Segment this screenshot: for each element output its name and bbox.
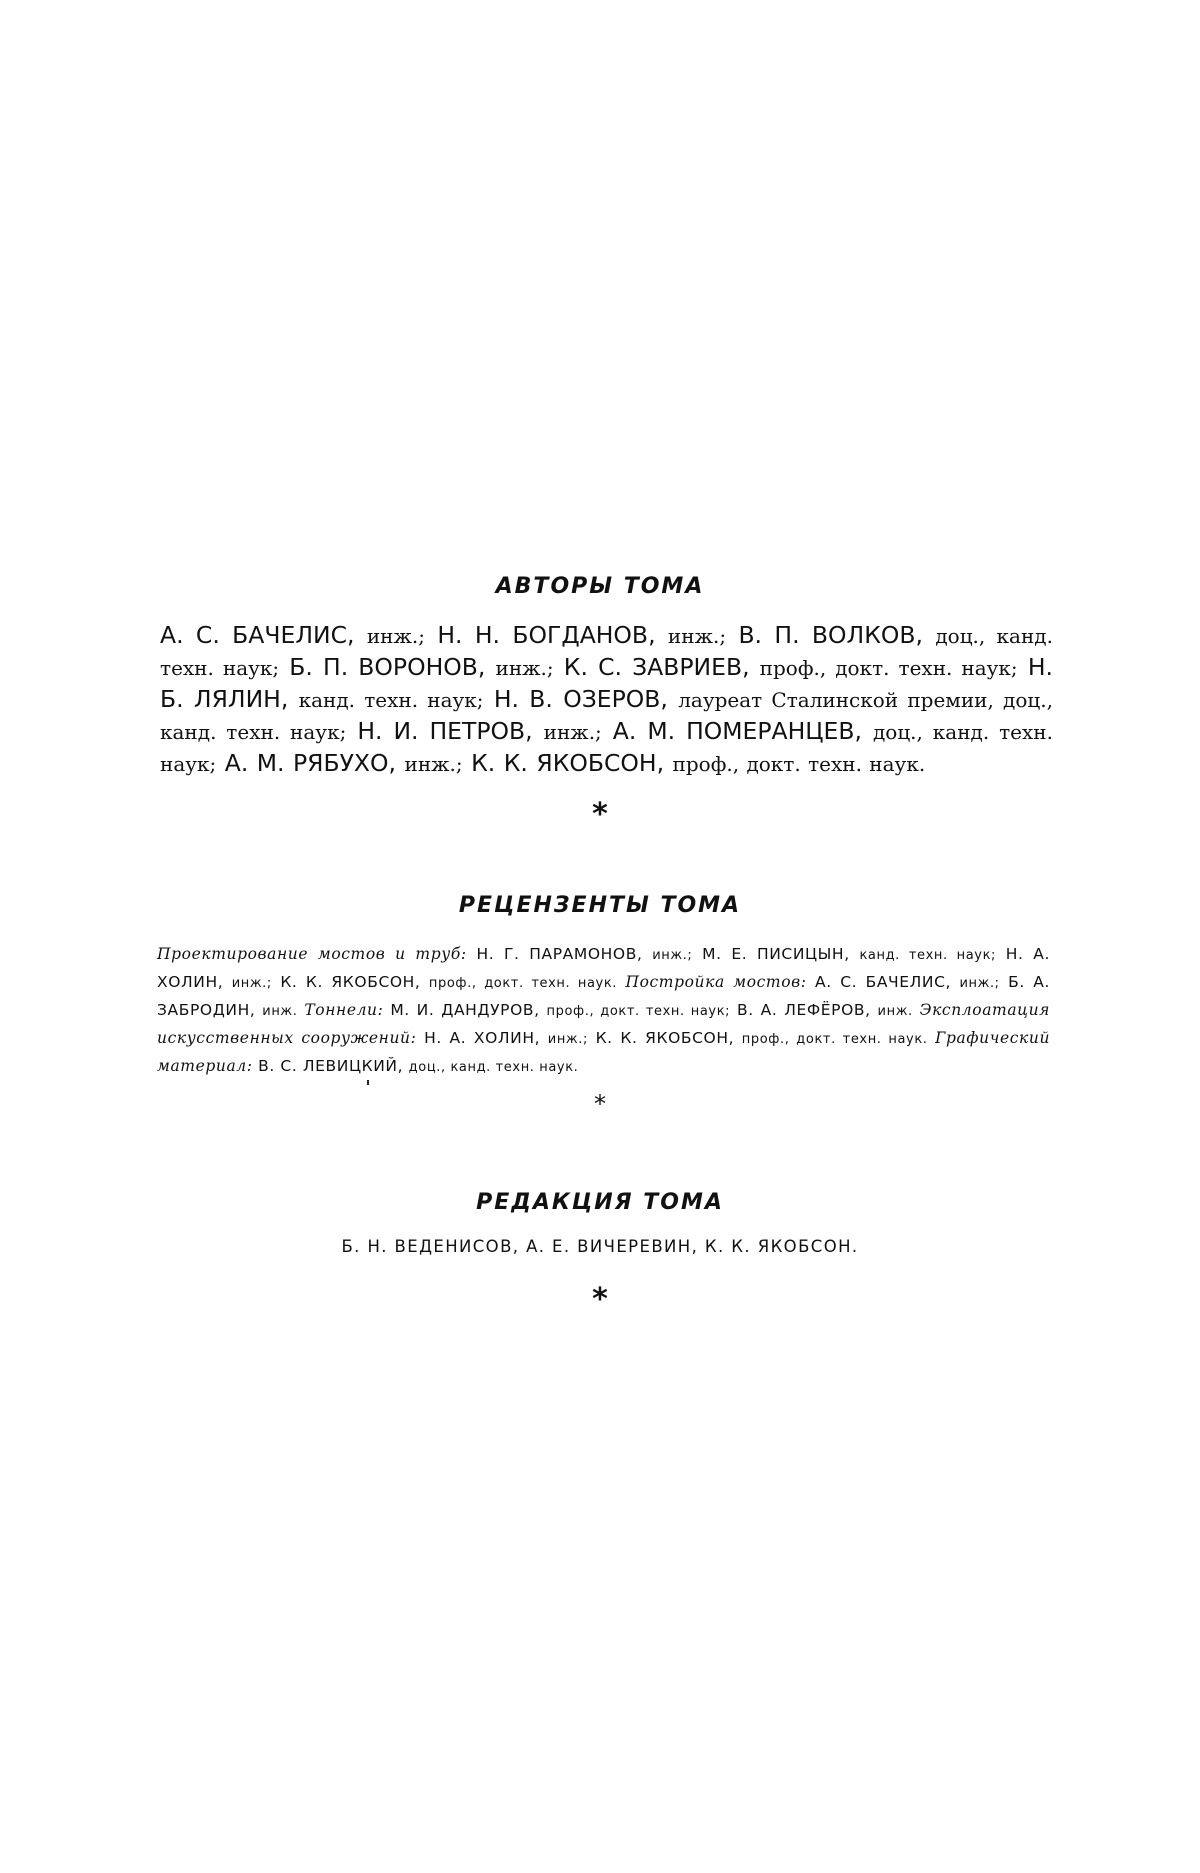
reviewer-name: М. И. ДАНДУРОВ [390,1001,535,1019]
reviewer-title: инж.; [959,976,1000,991]
author-title: инж.; [404,752,463,776]
reviewer-title: инж.; [547,1032,588,1047]
reviewers-list: Проектирование мостов и труб: Н. Г. ПАРАМОНОВ, инж.; М. Е. ПИСИЦЫН, канд. техн. наук; Н. А. ХОЛИН, инж.; К. К. ЯКОБСОН, проф., докт. техн. наук. Постройка мостов: А. С. БАЧЕЛИС, инж.; Б. А. ЗАБРОДИН, инж. Тоннели: М. И. ДАНДУРОВ, проф., докт. техн. наук; В. А. ЛЕФЁРОВ, инж. Эксплоатация искусственных сооружений: Н. А. ХОЛИН, инж.; К. К. ЯКОБСОН, проф., докт. техн. наук. Графический материал: В. С. ЛЕВИЦКИЙ, доц., канд. техн. наук. [157,945,1051,1075]
author-title: проф., докт. техн. наук; [759,656,1018,680]
reviewer-title: доц., канд. техн. наук. [408,1060,579,1075]
author-title: инж.; [495,656,554,680]
author-name: Б. П. ВОРОНОВ [289,653,478,681]
reviewers-heading: РЕЦЕНЗЕНТЫ ТОМА [458,893,742,918]
author-name: Н. И. ПЕТРОВ [357,717,526,745]
reviewer-title: проф., докт. техн. наук. [428,976,618,991]
author-title: инж.; [543,720,602,744]
reviewer-name: Б. А. ЗАБРОДИН [157,973,1051,1019]
reviewer-title: инж.; [231,976,272,991]
reviewer-name: М. Е. ПИСИЦЫН [702,945,845,963]
reviewer-name: А. С. БАЧЕЛИС [815,973,946,991]
author-title: доц., канд. техн. наук; [160,720,1053,776]
section-separator: * [592,797,608,832]
author-name: К. С. ЗАВРИЕВ [563,653,743,681]
reviewer-name: Н. А. ХОЛИН [424,1029,535,1047]
reviewer-name: К. К. ЯКОБСОН [280,973,415,991]
author-name: В. П. ВОЛКОВ [738,621,916,649]
reviewer-title: проф., докт. техн. наук. [741,1032,928,1047]
reviewer-title: инж.; [652,948,693,963]
editors-heading: РЕДАКЦИЯ ТОМА [476,1190,724,1215]
print-speck [367,1080,369,1085]
reviewer-name: К. К. ЯКОБСОН [595,1029,729,1047]
author-name: А. С. БАЧЕЛИС [160,621,347,649]
reviewer-title: инж. [262,1004,298,1019]
review-topic: Графический материал: [157,1029,1051,1075]
author-title: канд. техн. наук; [298,688,484,712]
author-name: Н. Н. БОГДАНОВ [437,621,649,649]
author-name: Н. В. ОЗЕРОВ [493,685,661,713]
reviewer-title: проф., докт. техн. наук; [546,1004,731,1019]
review-topic: Эксплоатация искусственных сооружений: [157,1001,1051,1047]
review-topic: Проектирование мостов и труб: [157,945,467,963]
author-title: лауреат Сталинской премии, доц., канд. техн. наук; [160,688,1053,744]
author-name: К. К. ЯКОБСОН [471,749,657,777]
author-title: инж.; [366,624,425,648]
reviewer-name: В. С. ЛЕВИЦКИЙ [258,1057,398,1075]
author-title: доц., канд. техн. наук; [160,624,1053,680]
reviewer-name: Н. Г. ПАРАМОНОВ [476,945,637,963]
section-separator: * [594,1090,606,1118]
editors-list: Б. Н. ВЕДЕНИСОВ, А. Е. ВИЧЕРЕВИН, К. К. ЯКОБСОН. [341,1237,859,1256]
reviewer-title: канд. техн. наук; [859,948,997,963]
reviewer-title: инж. [877,1004,913,1019]
author-name: А. М. ПОМЕРАНЦЕВ [612,717,855,745]
authors-list: А. С. БАЧЕЛИС, инж.; Н. Н. БОГДАНОВ, инж.; В. П. ВОЛКОВ, доц., канд. техн. наук; Б. П. ВОРОНОВ, инж.; К. С. ЗАВРИЕВ, проф., докт. техн. наук; Н. Б. ЛЯЛИН, канд. техн. наук; Н. В. ОЗЕРОВ, лауреат Сталинской премии, доц., канд. техн. наук; Н. И. ПЕТРОВ, инж.; А. М. ПОМЕРАНЦЕВ, доц., канд. техн. наук; А. М. РЯБУХО, инж.; К. К. ЯКОБСОН, проф., докт. техн. наук. [160,621,1053,777]
author-title: инж.; [667,624,727,648]
author-title: проф., докт. техн. наук. [672,752,926,776]
review-topic: Постройка мостов: [625,973,807,991]
author-name: Н. Б. ЛЯЛИН [160,653,1053,713]
authors-heading: АВТОРЫ ТОМА [495,574,705,599]
section-separator: * [592,1282,608,1317]
author-name: А. М. РЯБУХО [224,749,389,777]
reviewer-name: Н. А. ХОЛИН [157,945,1050,991]
review-topic: Тоннели: [304,1001,384,1019]
reviewer-name: В. А. ЛЕФЁРОВ [737,1001,866,1019]
